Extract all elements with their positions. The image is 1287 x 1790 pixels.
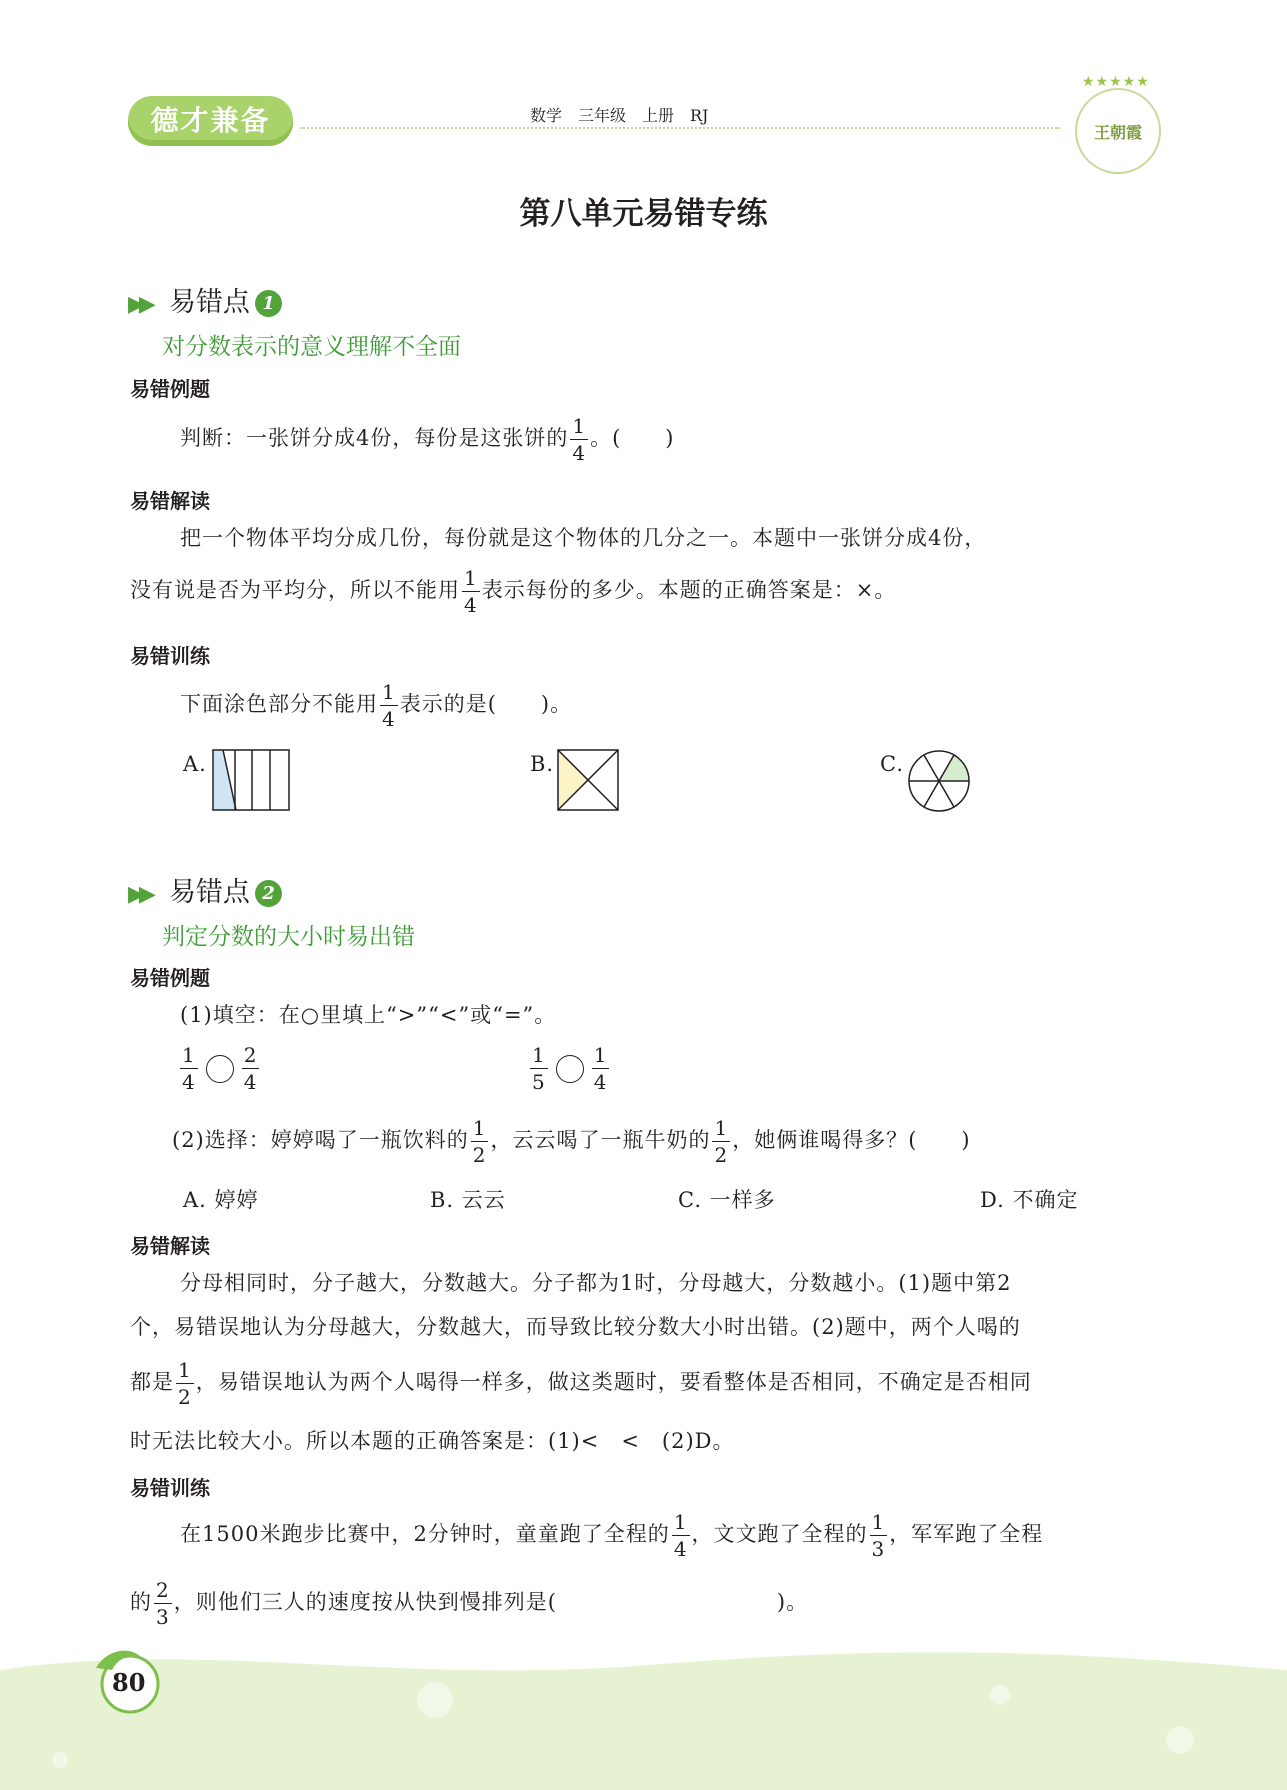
section2-title: 易错点 xyxy=(168,877,250,908)
section2-analysis-label: 易错解读 xyxy=(130,1234,210,1258)
section1-subtitle: 对分数表示的意义理解不全面 xyxy=(162,334,461,360)
header-subject: 数学 三年级 上册 RJ xyxy=(530,106,709,125)
fraction: $\frac{1}{4}$ xyxy=(464,566,478,617)
section2-training-label: 易错训练 xyxy=(130,1476,210,1500)
section1-example-label: 易错例题 xyxy=(130,377,210,401)
fraction: $\frac{1}{5}$ xyxy=(532,1043,546,1094)
example-text: 判断：一张饼分成4份，每份是这张饼的 xyxy=(180,426,569,450)
section2-subtitle: 判定分数的大小时易出错 xyxy=(162,924,415,950)
section2-q2: (2)选择：婷婷喝了一瓶饮料的 $\frac{1}{2}$ ，云云喝了一瓶牛奶的 $\frac{1}{2}$ ，她俩谁喝得多？( ) xyxy=(172,1116,971,1167)
option-c-label: C. xyxy=(880,752,904,776)
page-title: 第八单元易错专练 xyxy=(519,196,768,232)
example-answer-blank: 。( ) xyxy=(590,426,675,450)
fraction: $\frac{1}{2}$ xyxy=(178,1358,192,1409)
comparison-1 xyxy=(178,1045,261,1092)
section1-analysis-line1: 把一个物体平均分成几份，每份就是这个物体的几分之一。本题中一张饼分成4份， xyxy=(180,526,987,550)
option-b-figure xyxy=(557,749,619,811)
fraction: $\frac{1}{4}$ xyxy=(673,1510,688,1561)
option-a-figure xyxy=(212,749,290,811)
section2-training-line2: 的 $\frac{2}{3}$ ，则他们三人的速度按从快到慢排列是( )。 xyxy=(130,1578,809,1629)
section1-heading xyxy=(128,280,282,319)
header-divider xyxy=(300,127,1060,129)
choice-c: C. 一样多 xyxy=(678,1188,776,1212)
option-c-figure xyxy=(907,749,971,813)
fraction: $\frac{2}{3}$ xyxy=(156,1578,170,1629)
fraction: $\frac{1}{4}$ xyxy=(572,414,587,465)
option-b-shaded-part xyxy=(558,750,588,810)
section2-heading xyxy=(128,870,282,909)
comparison-2 xyxy=(528,1045,611,1092)
choice-d: D. 不确定 xyxy=(980,1188,1079,1212)
section1-number: 1 xyxy=(255,290,282,317)
compare-circle[interactable] xyxy=(206,1055,234,1083)
fraction: $\frac{1}{4}$ xyxy=(382,680,396,731)
page-number: 80 xyxy=(112,1668,146,1697)
option-c-shaded-part xyxy=(939,755,969,781)
fraction: $\frac{2}{4}$ xyxy=(243,1043,258,1094)
section2-analysis-line2: 个，易错误地认为分母越大，分数越大，而导致比较分数大小时出错。(2)题中，两个人喝的 xyxy=(130,1315,1021,1339)
seal-stars: ★★★★★ xyxy=(1082,74,1150,90)
brand-logo: 德才兼备 xyxy=(128,96,293,146)
section2-training-line1: 在1500米跑步比赛中，2分钟时，童童跑了全程的 $\frac{1}{4}$ ，文文跑了全程的 $\frac{1}{3}$ ，军军跑了全程 xyxy=(180,1510,1044,1561)
choice-b: B. 云云 xyxy=(430,1188,506,1212)
fraction: $\frac{1}{2}$ xyxy=(714,1116,729,1167)
section2-analysis-line4: 时无法比较大小。所以本题的正确答案是：(1)< < (2)D。 xyxy=(130,1429,735,1453)
compare-circle[interactable] xyxy=(556,1055,584,1083)
section2-analysis-line1: 分母相同时，分子越大，分数越大。分子都为1时，分母越大，分数越小。(1)题中第2 xyxy=(180,1271,1012,1295)
section2-number: 2 xyxy=(255,880,282,907)
fraction: $\frac{1}{4}$ xyxy=(182,1043,196,1094)
section2-analysis-line3: 都是 $\frac{1}{2}$ ，易错误地认为两个人喝得一样多，做这类题时，要看整体是否相同，不确定是否相同 xyxy=(130,1358,1032,1409)
seal-text: 王朝霞 xyxy=(1093,122,1142,142)
section1-training-label: 易错训练 xyxy=(130,644,210,668)
section1-training: 下面涂色部分不能用 $\frac{1}{4}$ 表示的是( )。 xyxy=(180,680,573,731)
option-a-label: A. xyxy=(183,752,207,776)
footer-wave-decoration xyxy=(0,1640,1287,1790)
section1-example xyxy=(180,416,674,463)
section1-title: 易错点 xyxy=(168,287,250,318)
fraction: $\frac{1}{4}$ xyxy=(593,1043,608,1094)
section1-analysis-label: 易错解读 xyxy=(130,489,210,513)
section2-arrow-icon: ▶▶ xyxy=(128,882,150,907)
section1-analysis-line2: 没有说是否为平均分，所以不能用 $\frac{1}{4}$ 表示每份的多少。本题的正确答案是：×。 xyxy=(130,566,897,617)
section2-example-label: 易错例题 xyxy=(130,966,210,990)
option-b-label: B. xyxy=(530,752,555,776)
choice-a: A. 婷婷 xyxy=(183,1188,259,1212)
section2-q1: (1)填空：在○里填上“>”“<”或“=”。 xyxy=(180,1003,557,1027)
fraction: $\frac{1}{2}$ xyxy=(472,1116,487,1167)
fraction: $\frac{1}{3}$ xyxy=(871,1510,886,1561)
section1-arrow-icon: ▶▶ xyxy=(128,292,150,317)
author-seal xyxy=(1075,88,1161,174)
